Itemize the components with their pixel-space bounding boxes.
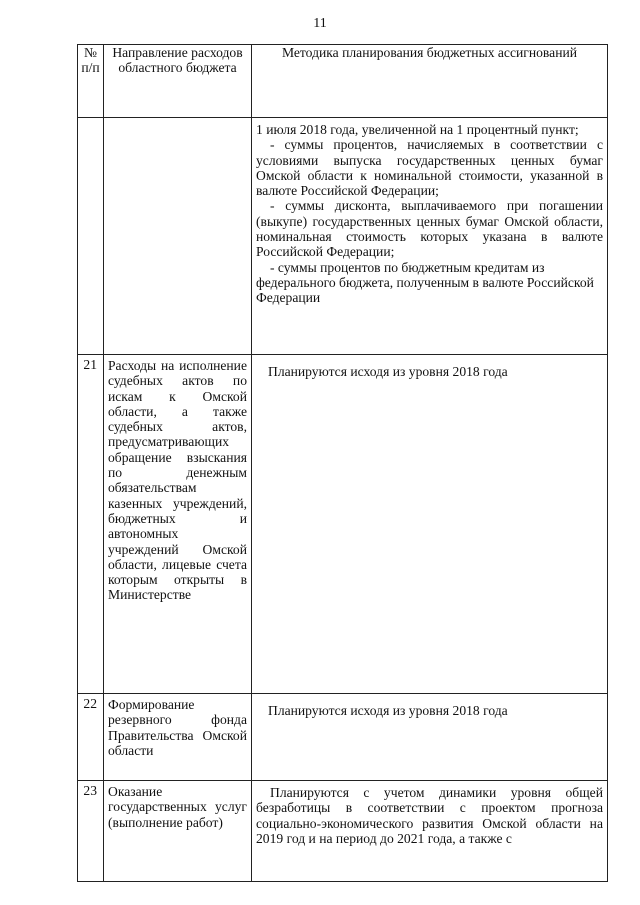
cell-direction: Расходы на исполнение судебных актов по искам к Омской области, а также судебных актов, предусматривающих обращение взыскания по денежным обязательствам казенных учреждений, бюджетных и автономных учреждений Омской области, лицевые счета которым открыты в Министерстве bbox=[104, 355, 252, 694]
cell-method bbox=[252, 781, 608, 882]
cell-direction bbox=[104, 118, 252, 355]
header-direction: Направление расходов областного бюджета bbox=[104, 45, 252, 118]
cell-number: 22 bbox=[78, 694, 104, 781]
table-header-row bbox=[78, 45, 608, 118]
cell-direction: Формирование резервного фонда Правительства Омской области bbox=[104, 694, 252, 781]
cell-direction: Оказание государственных услуг (выполнение работ) bbox=[104, 781, 252, 882]
method-paragraph: - суммы дисконта, выплачиваемого при погашении (выкупе) государственных ценных бумаг Омской области, номинальная стоимость которых указана в валюте Российской Федерации; bbox=[256, 198, 603, 260]
method-paragraph: 1 июля 2018 года, увеличенной на 1 процентный пункт; bbox=[256, 122, 579, 137]
header-number: № п/п bbox=[78, 45, 104, 118]
cell-method bbox=[252, 694, 608, 781]
method-paragraph: Планируются исходя из уровня 2018 года bbox=[268, 703, 508, 718]
method-paragraph: Планируются исходя из уровня 2018 года bbox=[268, 364, 508, 379]
header-method: Методика планирования бюджетных ассигнований bbox=[252, 45, 608, 118]
cell-number: 23 bbox=[78, 781, 104, 882]
method-paragraph: Планируются с учетом динамики уровня общей безработицы в соответствии с проектом прогноза социально-экономического развития Омской области на 2019 год и на период до 2021 года, а также с bbox=[256, 785, 603, 846]
budget-methodology-table bbox=[77, 44, 608, 882]
method-paragraph: - суммы процентов по бюджетным кредитам из федерального бюджета, полученным в валюте Российской Федерации bbox=[256, 259, 594, 306]
cell-number: 21 bbox=[78, 355, 104, 694]
cell-method bbox=[252, 118, 608, 355]
table-row bbox=[78, 355, 608, 694]
method-paragraph: - суммы процентов, начисляемых в соответствии с условиями выпуска государственных ценных бумаг Омской области к номинальной стоимости, указанной в валюте Российской Федерации; bbox=[256, 137, 603, 199]
page-number: 11 bbox=[313, 16, 327, 31]
table-row bbox=[78, 694, 608, 781]
table-row-continuation bbox=[78, 118, 608, 355]
cell-number bbox=[78, 118, 104, 355]
table-row bbox=[78, 781, 608, 882]
cell-method bbox=[252, 355, 608, 694]
